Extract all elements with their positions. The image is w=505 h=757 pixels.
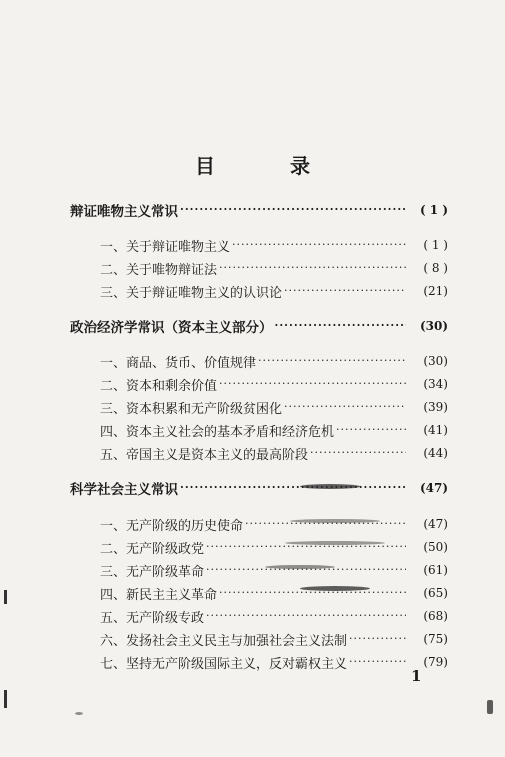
ink-smudge (300, 484, 360, 489)
dot-leader (206, 537, 406, 557)
toc-label: 七、坚持无产阶级国际主义，反对霸权主义 (100, 656, 348, 672)
toc-item[interactable] (100, 514, 448, 534)
dot-leader (258, 351, 406, 371)
toc-label: 四、新民主主义革命 (100, 587, 218, 603)
toc-section-scientific-socialism[interactable] (70, 478, 448, 498)
toc-section-political-economy[interactable] (70, 316, 448, 336)
dot-leader (180, 478, 406, 498)
toc-page-number: (50) (423, 540, 448, 554)
toc-page-number: (39) (423, 400, 448, 414)
toc-page-number: (79) (423, 655, 448, 669)
toc-label: 五、帝国主义是资本主义的最高阶段 (100, 447, 309, 463)
toc-item[interactable] (100, 235, 448, 255)
toc-label: 五、无产阶级专政 (100, 610, 205, 626)
toc-label: 科学社会主义常识 (70, 482, 178, 498)
dot-leader (349, 652, 406, 672)
toc-label: 二、关于唯物辩证法 (100, 262, 218, 278)
toc-label: 辩证唯物主义常识 (70, 204, 178, 220)
toc-label: 一、无产阶级的历史使命 (100, 518, 244, 534)
toc-item[interactable] (100, 443, 448, 463)
toc-page-number: ( 1 ) (419, 203, 448, 217)
toc-page-number: (30) (423, 354, 448, 368)
dot-leader (219, 374, 406, 394)
dot-leader (232, 235, 406, 255)
toc-page-number: ( 1 ) (423, 238, 448, 252)
toc-item[interactable] (100, 351, 448, 371)
toc-item[interactable] (100, 420, 448, 440)
ink-smudge (300, 586, 370, 591)
dot-leader (284, 397, 406, 417)
toc-label: 政治经济学常识（资本主义部分） (70, 320, 273, 336)
toc-label: 三、无产阶级革命 (100, 564, 205, 580)
dot-leader (284, 281, 406, 301)
page-title: 目 录 (195, 154, 344, 178)
toc-page-number: (41) (423, 423, 448, 437)
toc-item[interactable] (100, 281, 448, 301)
ink-smudge (75, 712, 83, 715)
scan-edge-mark (4, 590, 7, 604)
toc-label: 二、无产阶级政党 (100, 541, 205, 557)
toc-label: 三、资本积累和无产阶级贫困化 (100, 401, 283, 417)
dot-leader (206, 560, 406, 580)
toc-page-number: (65) (423, 586, 448, 600)
toc-label: 三、关于辩证唯物主义的认识论 (100, 285, 283, 301)
toc-item[interactable] (100, 583, 448, 603)
toc-item[interactable] (100, 258, 448, 278)
toc-item[interactable] (100, 652, 448, 672)
toc-page-number: (61) (423, 563, 448, 577)
toc-page-number: (44) (423, 446, 448, 460)
toc-page-number: (75) (423, 632, 448, 646)
dot-leader (180, 200, 406, 220)
dot-leader (206, 606, 406, 626)
toc-label: 二、资本和剩余价值 (100, 378, 218, 394)
toc-item[interactable] (100, 537, 448, 557)
toc-item[interactable] (100, 560, 448, 580)
toc-page-number: (47) (419, 481, 448, 495)
dot-leader (219, 258, 406, 278)
toc-page-number: (47) (423, 517, 448, 531)
ink-smudge (487, 700, 493, 714)
toc-page-number: (68) (423, 609, 448, 623)
page-number-folio: 1 (411, 667, 422, 685)
toc-page-number: (30) (419, 319, 448, 333)
toc-section-dialectical-materialism[interactable] (70, 200, 448, 220)
toc-label: 六、发扬社会主义民主与加强社会主义法制 (100, 633, 348, 649)
toc-label: 四、资本主义社会的基本矛盾和经济危机 (100, 424, 335, 440)
toc-item[interactable] (100, 629, 448, 649)
toc-page-number: (21) (423, 284, 448, 298)
ink-smudge (290, 519, 380, 523)
dot-leader (245, 514, 406, 534)
dot-leader (336, 420, 406, 440)
dot-leader (310, 443, 406, 463)
toc-item[interactable] (100, 397, 448, 417)
toc-label: 一、商品、货币、价值规律 (100, 355, 257, 371)
toc-page-number: (34) (423, 377, 448, 391)
toc-label: 一、关于辩证唯物主义 (100, 239, 231, 255)
toc-page-number: ( 8 ) (423, 261, 448, 275)
toc-item[interactable] (100, 606, 448, 626)
ink-smudge (285, 541, 385, 545)
toc-item[interactable] (100, 374, 448, 394)
ink-smudge (265, 565, 335, 569)
dot-leader (349, 629, 406, 649)
scan-edge-mark (4, 690, 7, 708)
dot-leader (275, 316, 407, 336)
